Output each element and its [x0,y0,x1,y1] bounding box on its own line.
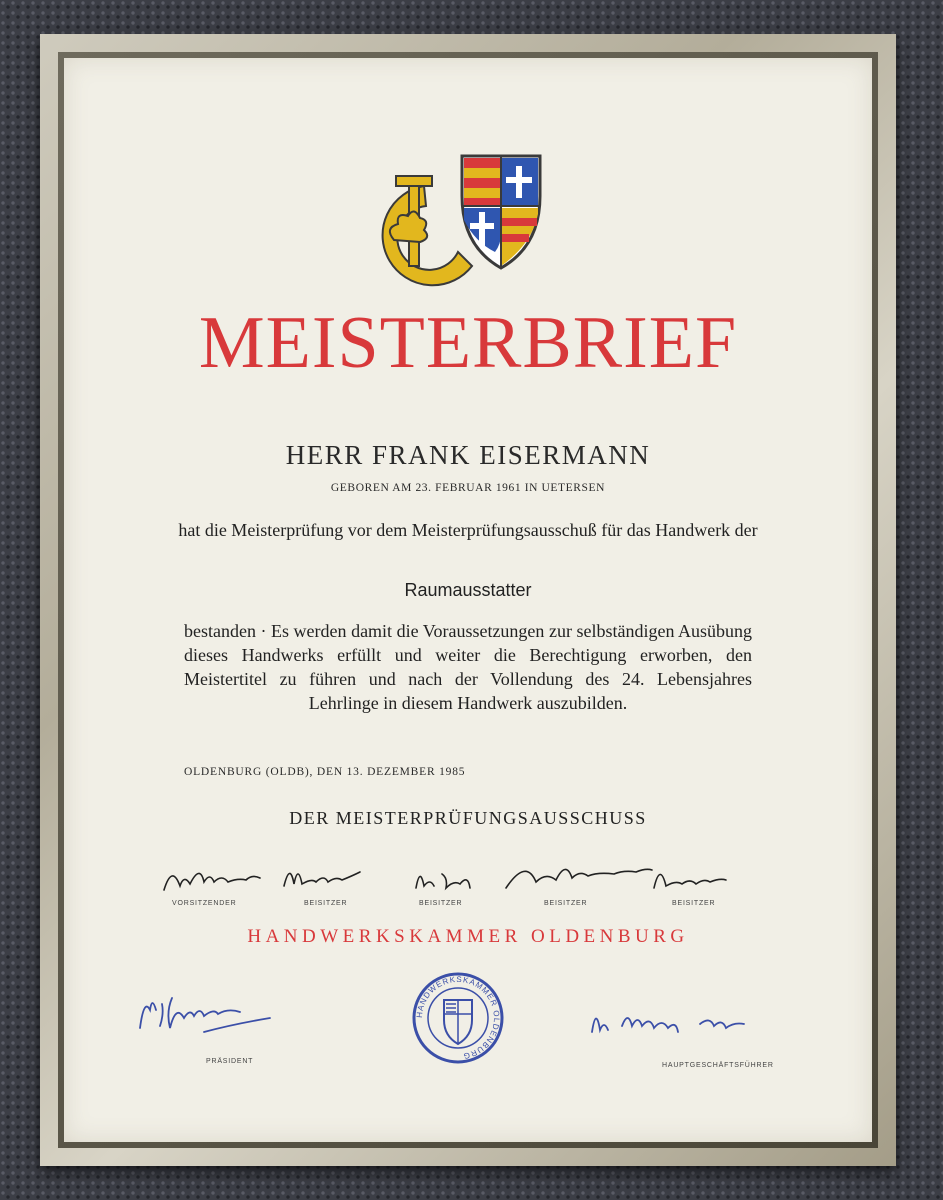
frame-inner-border [58,52,878,1148]
chamber-seal-icon [410,970,506,1066]
role-assessor-4: BEISITZER [672,900,716,907]
chamber-signatures [124,958,784,1068]
manager-signature [584,996,804,1046]
committee-signatures [154,858,754,910]
role-assessor-2: BEISITZER [419,900,463,907]
place-and-date: OLDENBURG (OLDB), DEN 13. DEZEMBER 1985 [184,766,466,778]
hammer-oak-crest-icon [354,148,544,288]
role-chair: VORSITZENDER [172,900,237,907]
recipient-name: HERR FRANK EISERMANN [285,440,651,470]
chamber-name: HANDWERKSKAMMER OLDENBURG [247,926,689,947]
president-signature [134,978,314,1038]
seal-text: HANDWERKSKAMMER OLDENBURG [414,974,502,1061]
role-manager: HAUPTGESCHÄFTSFÜHRER [662,1062,774,1069]
certificate-title: MEISTERBRIEF [198,302,738,384]
role-assessor-3: BEISITZER [544,900,588,907]
trade-name: Raumausstatter [404,580,532,600]
picture-frame [40,34,896,1166]
committee-heading: DER MEISTERPRÜFUNGSAUSSCHUSS [289,808,647,828]
certificate-paper [64,58,872,1142]
role-assessor-1: BEISITZER [304,900,348,907]
committee-signature-marks [154,858,754,898]
role-president: PRÄSIDENT [206,1058,254,1065]
rights-statement: bestanden · Es werden damit die Voraussetzungen zur selbständigen Ausübung dieses Handwerks erfüllt und weiter die Berechtigung erworben, den Meistertitel zu führen und nach der Vollendung des 24. Lebensjahres Lehrlinge in diesem Handwerk auszubilden. [184,621,752,713]
exam-statement: hat die Meisterprüfung vor dem Meisterprüfungsausschuß für das Handwerk der [178,520,758,540]
birth-line: GEBOREN AM 23. FEBRUAR 1961 IN UETERSEN [330,482,606,494]
